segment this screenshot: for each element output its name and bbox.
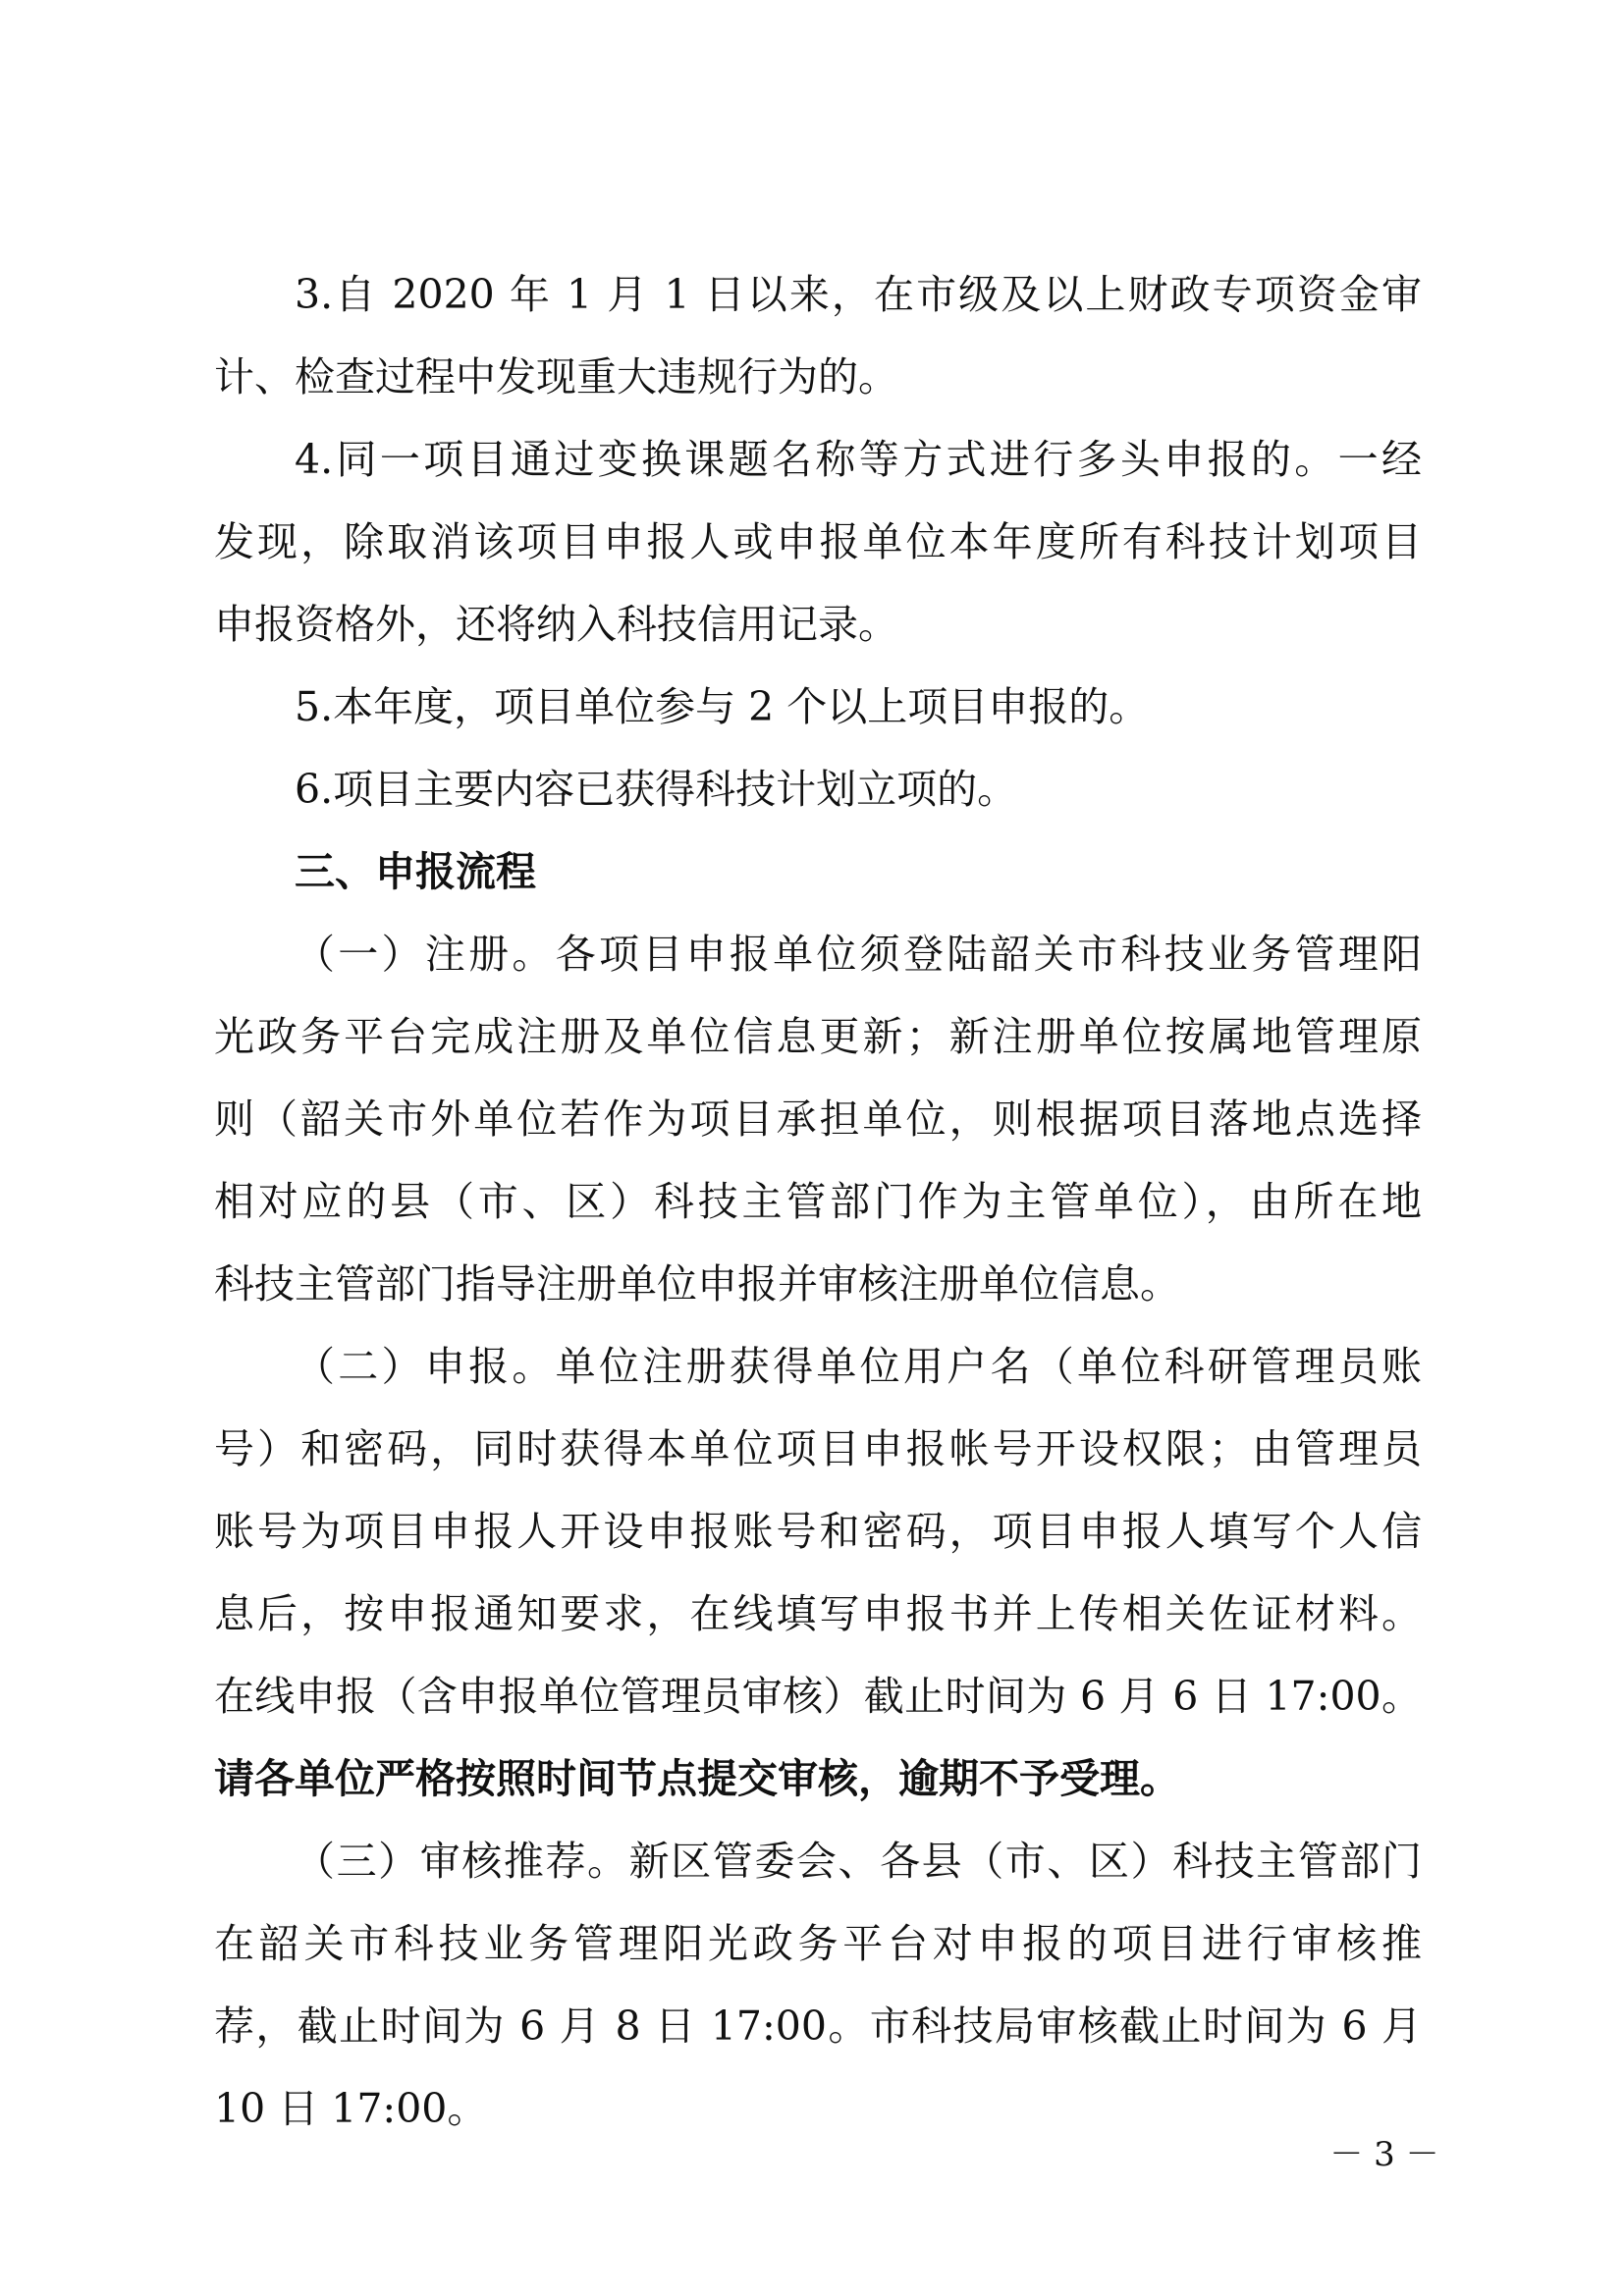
paragraph-line: 3.自 2020 年 1 月 1 日以来，在市级及以上财政专项资金审 [295,271,1422,318]
paragraph-line: 账号为项目申报人开设申报账号和密码，项目申报人填写个人信 [214,1508,1422,1555]
paragraph-line: 科技主管部门指导注册单位申报并审核注册单位信息。 [214,1260,1180,1308]
paragraph-line: （二）申报。单位注册获得单位用户名（单位科研管理员账 [295,1343,1422,1390]
paragraph-line: 荐，截止时间为 6 月 8 日 17:00。市科技局审核截止时间为 6 月 [214,2002,1422,2050]
paragraph-line: 申报资格外，还将纳入科技信用记录。 [214,601,898,648]
paragraph-line: 10 日 17:00。 [214,2085,488,2132]
paragraph-line: 息后，按申报通知要求，在线填写申报书并上传相关佐证材料。 [214,1590,1422,1637]
paragraph-line: 光政务平台完成注册及单位信息更新；新注册单位按属地管理原 [214,1013,1422,1060]
paragraph-line: 在韶关市科技业务管理阳光政务平台对申报的项目进行审核推 [214,1920,1422,1967]
page-number: － 3 － [1329,2135,1439,2174]
paragraph-line: 发现，除取消该项目申报人或申报单位本年度所有科技计划项目 [214,518,1422,565]
document-body [214,253,1422,2150]
paragraph-line: 号）和密码，同时获得本单位项目申报帐号开设权限；由管理员 [214,1425,1422,1472]
paragraph-line: （一）注册。各项目申报单位须登陆韶关市科技业务管理阳 [295,931,1422,978]
emphasis-line: 请各单位严格按照时间节点提交审核，逾期不予受理。 [214,1755,1180,1802]
paragraph-line: 5.本年度，项目单位参与 2 个以上项目申报的。 [295,683,1150,730]
paragraph-line: 计、检查过程中发现重大违规行为的。 [214,353,898,400]
paragraph-line: 4.同一项目通过变换课题名称等方式进行多头申报的。一经 [295,436,1422,483]
paragraph-line: 在线申报（含申报单位管理员审核）截止时间为 6 月 6 日 17:00。 [214,1673,1422,1720]
paragraph-line: 相对应的县（市、区）科技主管部门作为主管单位），由所在地 [214,1178,1422,1225]
paragraph-line: 6.项目主要内容已获得科技计划立项的。 [295,766,1018,813]
section-heading: 三、申报流程 [295,848,536,895]
paragraph-line: （三）审核推荐。新区管委会、各县（市、区）科技主管部门 [295,1838,1422,1885]
paragraph-line: 则（韶关市外单位若作为项目承担单位，则根据项目落地点选择 [214,1095,1422,1143]
